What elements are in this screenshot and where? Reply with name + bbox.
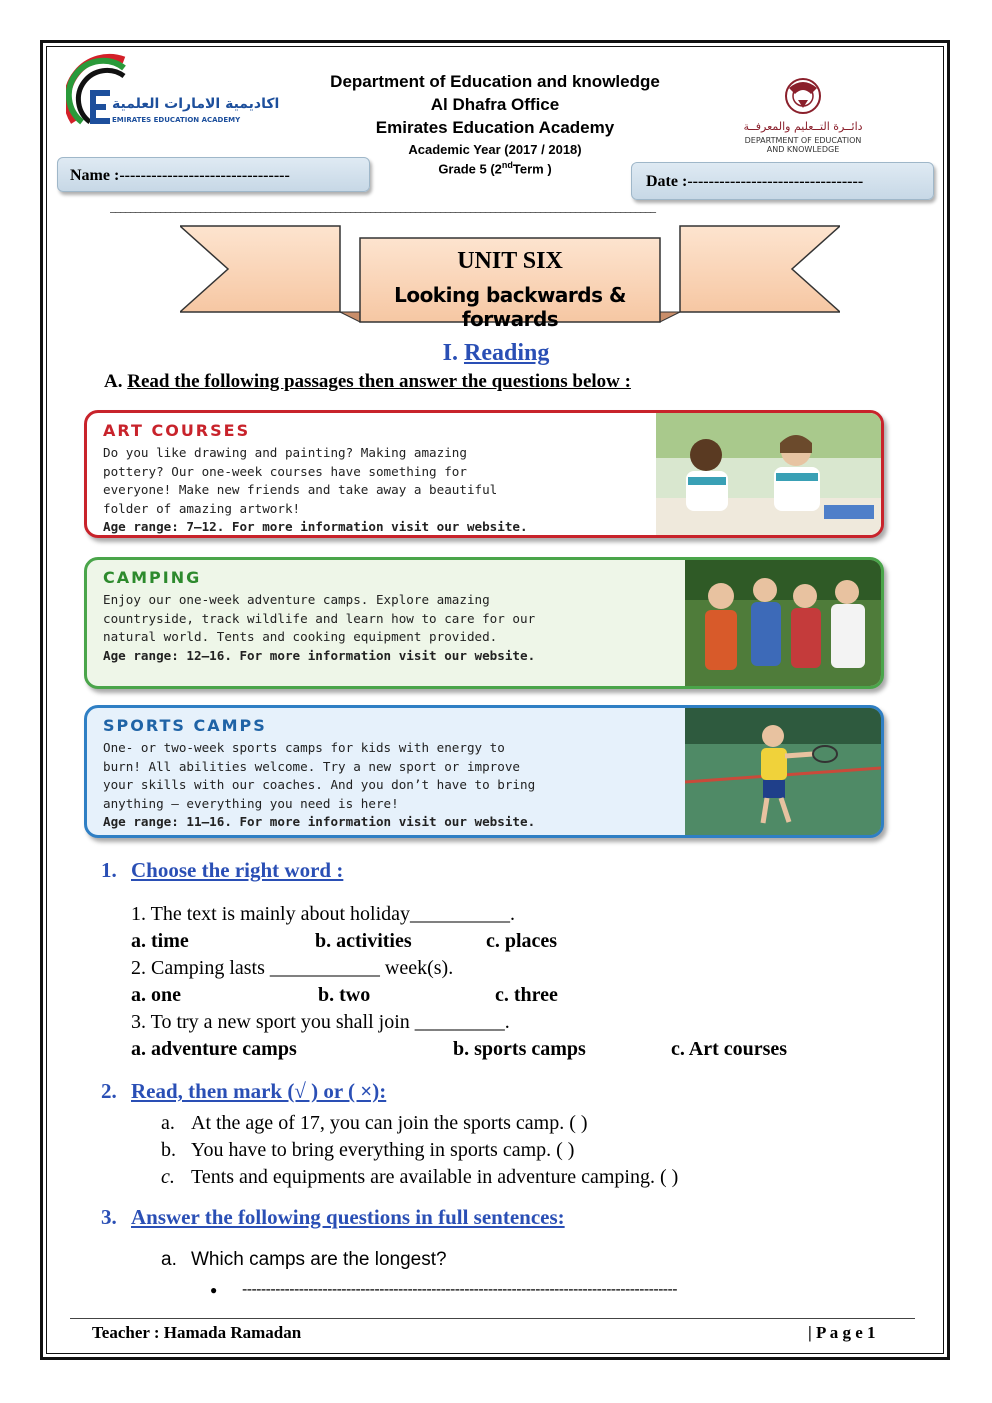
passage-age-range: Age range: 12–16. For more information visit our website. xyxy=(103,647,536,663)
header-line-1: Department of Education and knowledge xyxy=(330,72,660,91)
header-line-2: Al Dhafra Office xyxy=(430,95,560,114)
instruction-prefix: A. xyxy=(104,371,123,392)
q2-item-letter: b. xyxy=(161,1139,176,1161)
q1-item-3-option-a[interactable]: a. adventure camps xyxy=(131,1038,297,1060)
children-painting-photo xyxy=(656,413,881,535)
date-field[interactable]: Date :--------------------------------- xyxy=(631,162,934,200)
instruction-text: Read the following passages then answer the questions below : xyxy=(127,371,631,392)
boy-playing-tennis-photo xyxy=(685,708,881,835)
q2-number: 2. xyxy=(101,1079,117,1103)
passage-text: Enjoy our one-week adventure camps. Explore amazing countryside, track wildlife and learn how to care for our natural world. Tents and cooking equipment provided. xyxy=(103,592,536,644)
falcon-emblem-icon xyxy=(783,74,823,118)
q3-title: Answer the following questions in full sentences: xyxy=(131,1205,565,1229)
section-heading xyxy=(0,340,992,367)
q2-item-b xyxy=(161,1139,574,1162)
q1-item-2-option-a[interactable]: a. one xyxy=(131,984,181,1006)
q3-answer-line[interactable]: -------------------------------------------------------------------------------------------- xyxy=(242,1281,677,1298)
q3-bullet-icon: ● xyxy=(210,1283,218,1297)
q3-question-letter: a. xyxy=(161,1249,177,1270)
passage-art-courses xyxy=(84,410,884,538)
q3-question xyxy=(161,1249,447,1271)
header-line-3: Emirates Education Academy xyxy=(375,118,615,137)
q1-item-1-option-c[interactable]: c. places xyxy=(486,930,558,952)
q1-title: Choose the right word : xyxy=(131,858,344,882)
kids-camping-photo xyxy=(685,560,881,686)
q1-item-1-option-a[interactable]: a. time xyxy=(131,930,189,952)
passage-text: Do you like drawing and painting? Making amazing pottery? Our one-week courses have something for everyone! Make new friends and take away a beautiful folder of amazing artwork! xyxy=(103,445,498,516)
footer-page-number: | P a g e 1 xyxy=(808,1323,876,1342)
passage-text: One- or two-week sports camps for kids with energy to burn! All abilities welcome. Try a new sport or improve your skills with our coaches. And you don’t have to bring anything – everything you need is here! xyxy=(103,740,536,811)
q2-item-text: You have to bring everything in sports camp. ( ) xyxy=(191,1139,575,1161)
q1-item-1-option-b[interactable]: b. activities xyxy=(315,930,412,952)
q1-item-2-stem: 2. Camping lasts ___________ week(s). xyxy=(131,957,454,979)
footer-rule xyxy=(70,1318,915,1319)
q2-item-letter: a. xyxy=(161,1112,175,1134)
q2-item-letter: c. xyxy=(161,1166,175,1188)
passage-age-range: Age range: 7–12. For more information visit our website. xyxy=(103,519,528,534)
q3-heading xyxy=(101,1205,565,1230)
passage-sports-camps xyxy=(84,705,884,838)
academic-year: Academic Year (2017 / 2018) xyxy=(408,142,582,157)
q2-item-c xyxy=(161,1166,678,1189)
q2-item-text: Tents and equipments are available in adventure camping. ( ) xyxy=(191,1166,679,1188)
section-roman: I. xyxy=(442,340,458,366)
passage-title: SPORTS CAMPS xyxy=(103,716,267,735)
q2-title: Read, then mark (√ ) or ( ×): xyxy=(131,1079,387,1103)
name-field[interactable]: Name :-------------------------------- xyxy=(57,157,370,192)
q3-number: 3. xyxy=(101,1205,117,1229)
q2-item-a xyxy=(161,1112,588,1135)
logo-left-english: EMIRATES EDUCATION ACADEMY xyxy=(112,116,241,124)
emirates-academy-logo xyxy=(66,52,280,134)
passage-age-range: Age range: 11–16. For more information visit our website. xyxy=(103,814,536,829)
q2-heading xyxy=(101,1079,386,1104)
footer-teacher: Teacher : Hamada Ramadan xyxy=(92,1323,302,1342)
instruction-a xyxy=(104,371,631,393)
q1-item-2-option-c[interactable]: c. three xyxy=(495,984,558,1006)
department-education-logo xyxy=(728,74,888,156)
passage-title: ART COURSES xyxy=(103,421,251,440)
q2-item-text: At the age of 17, you can join the sports camp. ( ) xyxy=(191,1112,588,1134)
q3-question-text: Which camps are the longest? xyxy=(191,1249,447,1270)
q1-number: 1. xyxy=(101,858,117,882)
grade-sup: nd xyxy=(501,160,513,170)
logo-left-arabic: اكاديمية الامارات العلمية xyxy=(112,96,280,112)
section-title: Reading xyxy=(463,340,550,366)
q1-item-3-option-c[interactable]: c. Art courses xyxy=(671,1038,788,1060)
q1-item-1-stem: 1. The text is mainly about holiday__________. xyxy=(131,903,516,925)
q1-item-3-option-b[interactable]: b. sports camps xyxy=(453,1038,586,1060)
passage-title: CAMPING xyxy=(103,568,202,587)
logo-right-arabic: دائــرة التــعليم والمعرفــة xyxy=(743,120,863,133)
logo-right-english-1: DEPARTMENT OF EDUCATION xyxy=(744,136,862,145)
grade-suffix: Term ) xyxy=(512,161,552,177)
grade-prefix: Grade 5 (2 xyxy=(438,161,502,177)
unit-title: UNIT SIX xyxy=(457,248,563,274)
unit-subtitle: Looking backwards & forwards xyxy=(394,283,626,331)
q1-item-3-stem: 3. To try a new sport you shall join _________. xyxy=(131,1011,510,1033)
logo-right-english-2: AND KNOWLEDGE xyxy=(766,145,840,154)
header-separator: _____________________________________________________________________________________________________________ xyxy=(110,200,655,214)
passage-camping xyxy=(84,557,884,689)
q1-heading xyxy=(101,858,343,883)
q1-item-2-option-b[interactable]: b. two xyxy=(318,984,371,1006)
